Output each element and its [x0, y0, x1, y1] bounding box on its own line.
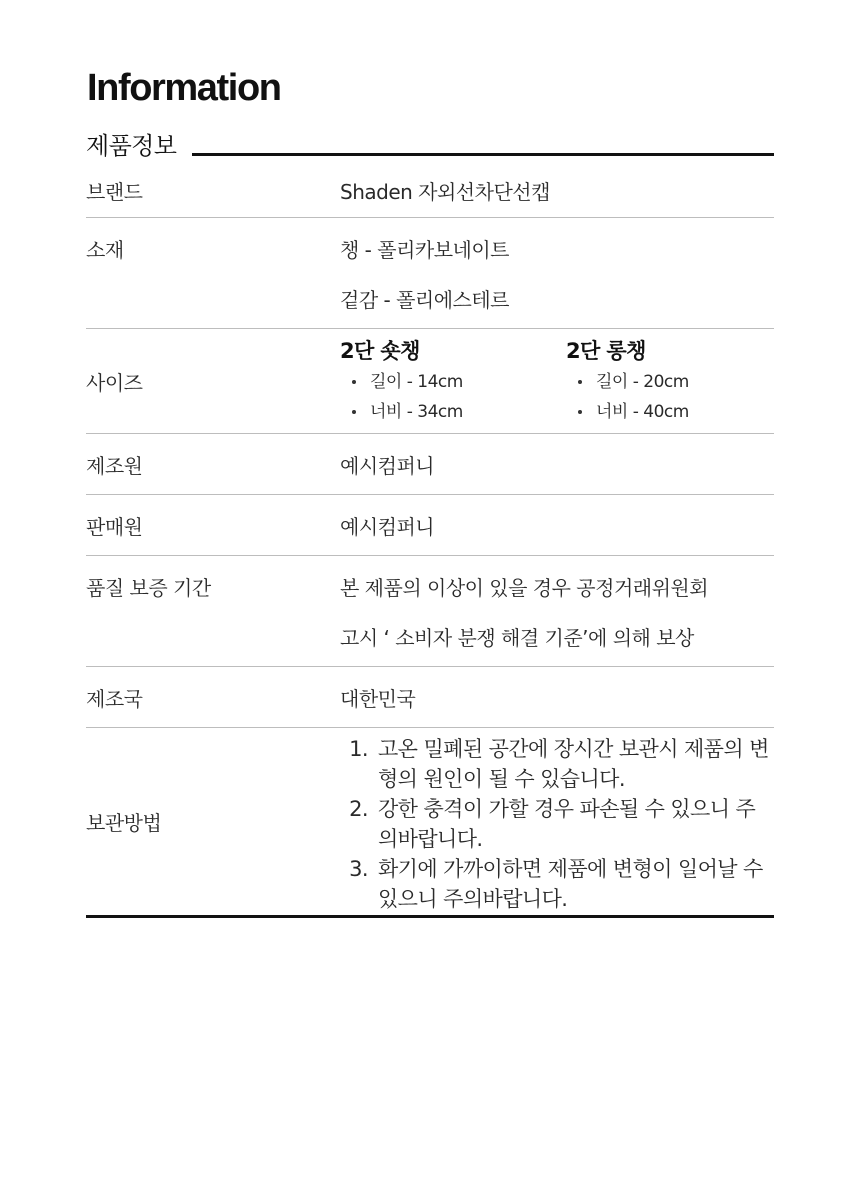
material-key: 소재	[86, 238, 124, 262]
size-spec-text: 너비 - 40cm	[596, 402, 689, 422]
row-storage	[86, 727, 774, 915]
size-option-name: 2단 롱챙	[566, 339, 646, 363]
storage-item-text: 강한 충격이 가할 경우 파손될 수 있으니 주의바랍니다.	[378, 797, 756, 851]
section-divider	[192, 153, 774, 156]
storage-value	[340, 728, 774, 915]
warranty-line: 본 제품의 이상이 있을 경우 공정거래위원회	[340, 576, 709, 600]
bullet-icon	[578, 380, 582, 384]
size-spec	[566, 367, 792, 397]
size-option-short	[340, 335, 566, 427]
size-spec-text: 길이 - 20cm	[596, 372, 689, 392]
warranty-key: 품질 보증 기간	[86, 576, 211, 600]
size-option-name: 2단 숏챙	[340, 339, 420, 363]
brand-value: Shaden 자외선차단선캡	[340, 179, 550, 204]
brand-key: 브랜드	[86, 179, 143, 204]
storage-item	[340, 854, 774, 914]
row-warranty	[86, 555, 774, 666]
size-option-long	[566, 335, 792, 427]
seller-key: 판매원	[86, 514, 143, 539]
storage-item-number: 2.	[349, 797, 368, 821]
size-spec-text: 너비 - 34cm	[370, 402, 463, 422]
storage-item	[340, 734, 774, 794]
storage-item-text: 화기에 가까이하면 제품에 변형이 일어날 수 있으니 주의바랍니다.	[378, 857, 763, 911]
material-value	[340, 218, 774, 328]
size-spec	[566, 397, 792, 427]
storage-list	[340, 734, 774, 914]
origin-key: 제조국	[86, 686, 143, 711]
row-origin	[86, 666, 774, 727]
size-key: 사이즈	[86, 370, 143, 395]
storage-item-number: 1.	[349, 737, 368, 761]
bullet-icon	[352, 410, 356, 414]
storage-key: 보관방법	[86, 811, 162, 835]
warranty-value	[340, 556, 774, 666]
manufacturer-value: 예시컴퍼니	[340, 453, 435, 478]
page-title: Information	[87, 67, 281, 109]
bullet-icon	[578, 410, 582, 414]
row-brand	[86, 163, 774, 217]
bullet-icon	[352, 380, 356, 384]
storage-item-text: 고온 밀폐된 공간에 장시간 보관시 제품의 변형의 원인이 될 수 있습니다.	[378, 737, 769, 791]
origin-value: 대한민국	[340, 686, 416, 711]
row-seller	[86, 494, 774, 555]
warranty-line: 고시 ‘ 소비자 분쟁 해결 기준’에 의해 보상	[340, 626, 694, 650]
material-line: 챙 - 폴리카보네이트	[340, 238, 509, 262]
size-spec	[340, 397, 566, 427]
manufacturer-key: 제조원	[86, 453, 143, 478]
material-line: 겉감 - 폴리에스테르	[340, 288, 509, 312]
size-value	[340, 329, 792, 433]
size-spec-text: 길이 - 14cm	[370, 372, 463, 392]
row-manufacturer	[86, 433, 774, 494]
product-info-table	[86, 163, 774, 918]
row-size	[86, 328, 774, 433]
storage-item	[340, 794, 774, 854]
section-label: 제품정보	[86, 132, 177, 160]
seller-value: 예시컴퍼니	[340, 514, 435, 539]
section-header	[86, 128, 774, 164]
row-material	[86, 217, 774, 328]
size-spec	[340, 367, 566, 397]
storage-item-number: 3.	[349, 857, 368, 881]
